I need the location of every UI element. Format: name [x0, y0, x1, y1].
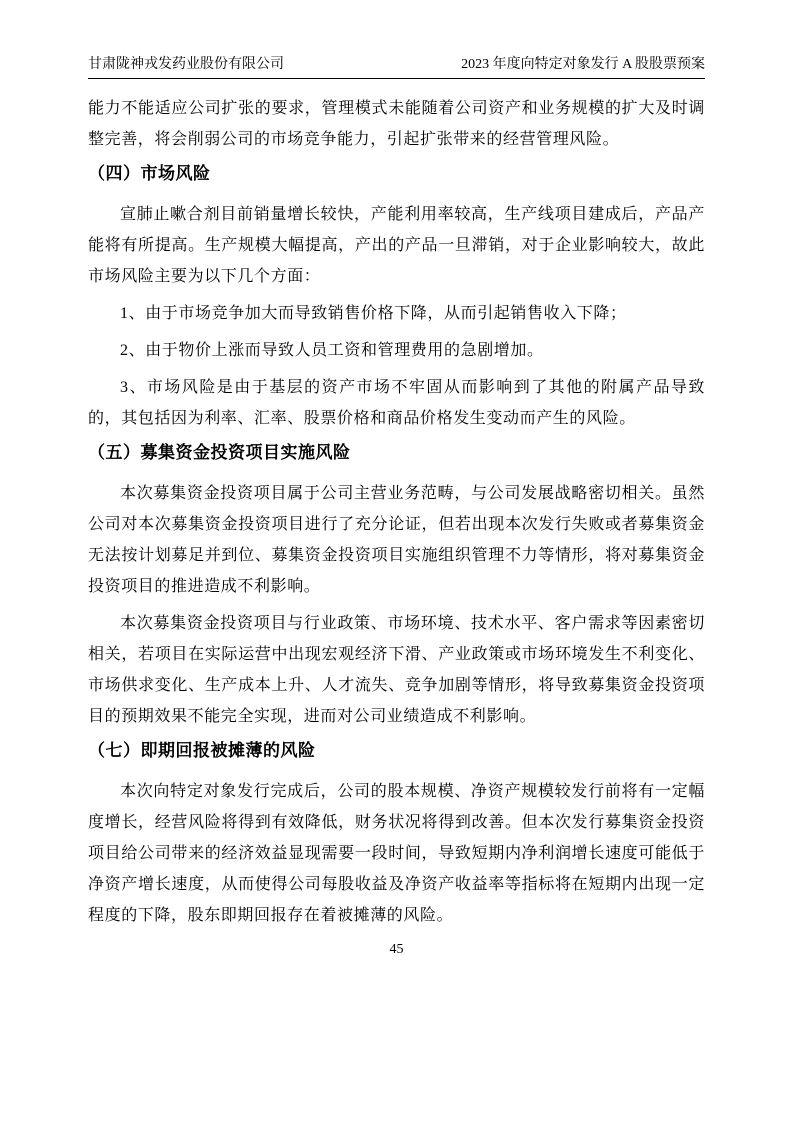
header-company-name: 甘肃陇神戎发药业股份有限公司 [88, 57, 284, 72]
section-heading-diluted-return-risk: （七）即期回报被摊薄的风险 [88, 741, 316, 760]
header-doc-title: 2023 年度向特定对象发行 A 股股票预案 [461, 57, 705, 72]
section-heading-market-risk: （四）市场风险 [88, 164, 211, 183]
page-number: 45 [389, 942, 404, 957]
paragraph: 本次向特定对象发行完成后，公司的股本规模、净资产规模较发行前将有一定幅度增长，经营风险将得到有效降低，财务状况将得到改善。但本次发行募集资金投资项目给公司带来的经济效益显现需要一段时间，导致短期内净利润增长速度可能低于净资产增长速度，从而使得公司每股收益及净资产收益率等指标将在短期内出现一定程度的下降，股东即期回报存在着被摊薄的风险。 [88, 783, 705, 924]
list-item-1: 1、由于市场竞争加大而导致销售价格下降，从而引起销售收入下降； [120, 305, 627, 322]
page-footer [88, 941, 705, 959]
document-body [88, 93, 705, 931]
list-item-2: 2、由于物价上涨而导致人员工资和管理费用的急剧增加。 [120, 342, 544, 359]
paragraph: 本次募集资金投资项目属于公司主营业务范畴，与公司发展战略密切相关。虽然公司对本次募集资金投资项目进行了充分论证，但若出现本次发行失败或者募集资金无法按计划募足并到位、募集资金投资项目实施组织管理不力等情形，将对募集资金投资项目的推进造成不利影响。 [88, 485, 705, 595]
paragraph: 宣肺止嗽合剂目前销量增长较快，产能利用率较高，生产线项目建成后，产品产能将有所提高。生产规模大幅提高，产出的产品一旦滞销，对于企业影响较大，故此市场风险主要为以下几个方面： [88, 206, 705, 285]
section-heading-fund-project-risk: （五）募集资金投资项目实施风险 [88, 443, 351, 462]
paragraph-continuation: 能力不能适应公司扩张的要求，管理模式未能随着公司资产和业务规模的扩大及时调整完善，将会削弱公司的市场竞争能力，引起扩张带来的经营管理风险。 [88, 100, 705, 148]
paragraph: 本次募集资金投资项目与行业政策、市场环境、技术水平、客户需求等因素密切相关，若项目在实际运营中出现宏观经济下滑、产业政策或市场环境发生不利变化、市场供求变化、生产成本上升、人才流失、竞争加剧等情形，将导致募集资金投资项目的预期效果不能完全实现，进而对公司业绩造成不利影响。 [88, 615, 705, 725]
list-item-3: 3、市场风险是由于基层的资产市场不牢固从而影响到了其他的附属产品导致的，其包括因为利率、汇率、股票价格和商品价格发生变动而产生的风险。 [88, 379, 705, 427]
page-header [88, 56, 705, 79]
